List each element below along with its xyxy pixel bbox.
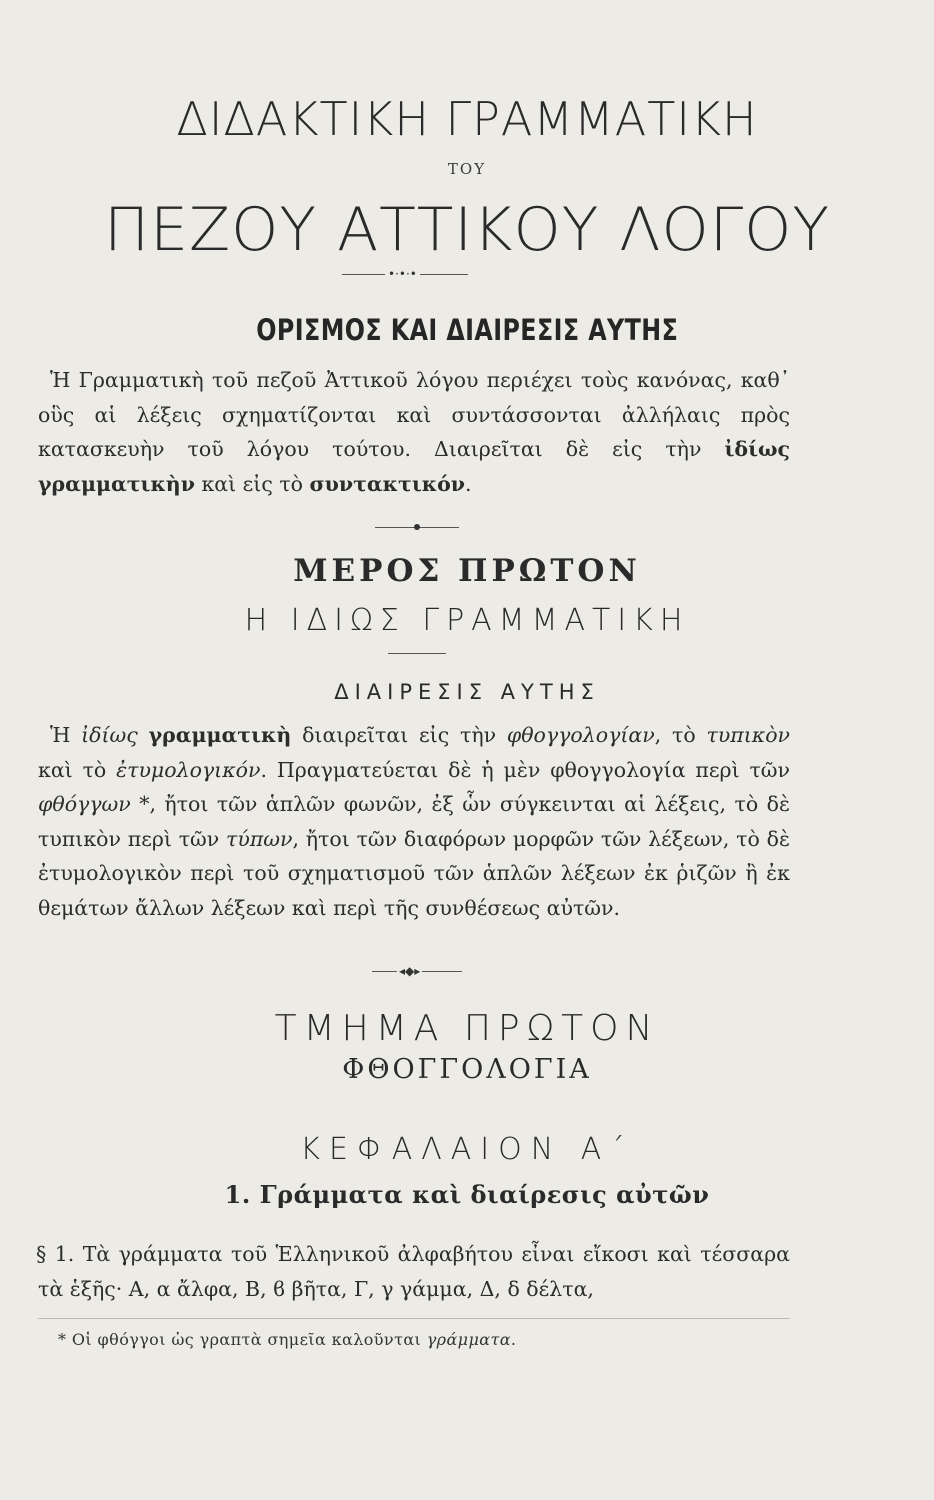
division-italic-5: φθόγγων — [38, 792, 131, 817]
section-subheading-phonology: ΦΘΟΓΓΟΛΟΓΙΑ — [342, 1054, 592, 1085]
divider-dot-2 — [414, 524, 420, 530]
footnote-italic: γράμματα — [426, 1330, 511, 1349]
chapter-heading: ΚΕΦΑΛΑΙΟΝ Α´ — [300, 1132, 634, 1167]
section-heading-definition — [0, 313, 934, 347]
division-italic-1: ἰδίως — [81, 723, 138, 747]
divider-ornament-1: •·•·• — [385, 268, 420, 280]
chapter-subheading: 1. Γράμματα καὶ διαίρεσις αὐτῶν — [224, 1180, 710, 1209]
division-text-2 — [138, 723, 149, 747]
title-line-1: ΔΙΔΑΚΤΙΚΗ ΓΡΑΜΜΑΤΙΚΗ — [176, 92, 758, 146]
division-bold-1: γραμματικὴ — [148, 723, 292, 747]
part-subheading: Η ΙΔΙΩΣ ΓΡΑΜΜΑΤΙΚΗ — [244, 603, 690, 638]
title-line-3: ΠΕΖΟΥ ΑΤΤΙΚΟΥ ΛΟΓΟΥ — [104, 195, 830, 265]
division-text-8: , ἤτοι τῶν διαφόρων μορφῶν τῶν λέξεων, τὸ δὲ ἐτυμολογικὸν περὶ τοῦ σχηματισμοῦ τῶν ἁπλῶν λέξεων ἐκ ῥιζῶν ἢ ἐκ θεμάτων ἄλλων λέξεων καὶ περὶ τῆς συνθέσεως αὐτῶν. — [38, 826, 790, 920]
division-text-1: Ἡ — [50, 723, 82, 747]
division-text-3: διαιρεῖται εἰς τὴν — [291, 723, 507, 747]
division-italic-4: ἐτυμολογικόν — [116, 757, 261, 782]
footnote-end: . — [510, 1330, 517, 1349]
division-text-5: καὶ τὸ — [38, 757, 117, 782]
definition-text-c: . — [465, 471, 472, 496]
footnote-text: * Οἱ φθόγγοι ὡς γραπτὰ σημεῖα καλοῦνται — [58, 1330, 427, 1349]
division-paragraph — [38, 718, 790, 926]
part-heading: ΜΕΡΟΣ ΠΡΩΤΟΝ — [293, 553, 641, 589]
title-line-2: ΤΟΥ — [447, 160, 487, 178]
division-italic-3: τυπικὸν — [706, 723, 791, 747]
division-text-6: . Πραγματεύεται δὲ ἡ μὲν φθογγολογία περὶ τῶν — [260, 757, 790, 782]
definition-text-a: Ἡ Γραμματικὴ τοῦ πεζοῦ Ἀττικοῦ λόγου περιέχει τοὺς κανόνας, καθ᾽ οὓς αἱ λέξεις σχηματίζονται καὶ συντάσσονται ἀλλήλαις πρὸς κατασκευὴν τοῦ λόγου τούτου. Διαιρεῖται δὲ εἰς τὴν — [38, 368, 790, 462]
footnote-rule — [38, 1318, 790, 1319]
divider-rule-part — [388, 653, 446, 654]
section-heading-tmima: ΤΜΗΜΑ ΠΡΩΤΟΝ — [274, 1008, 660, 1049]
division-italic-6: τύπων — [226, 826, 293, 851]
division-heading: ΔΙΑΙΡΕΣΙΣ ΑΥΤΗΣ — [334, 680, 600, 704]
division-text-4: , τὸ — [654, 723, 707, 747]
paragraph-1: § 1. Τὰ γράμματα τοῦ Ἑλληνικοῦ ἀλφαβήτου εἶναι εἴκοσι καὶ τέσσαρα τὰ ἑξῆς· Α, α ἄλφα, Β, ϐ βῆτα, Γ, γ γάμμα, Δ, δ δέλτα, — [36, 1242, 790, 1301]
section-heading-definition-text: ΟΡΙΣΜΟΣ ΚΑΙ ΔΙΑΙΡΕΣΙΣ ΑΥΤΗΣ — [256, 313, 678, 347]
division-text-7: *, ἤτοι τῶν ἁπλῶν φωνῶν, ἐξ ὧν σύγκεινται αἱ λέξεις, τὸ δὲ τυπικὸν περὶ τῶν — [38, 792, 790, 851]
definition-bold-a: ἰδίως γραμματικὴν — [38, 437, 790, 496]
divider-ornament-3: ◂◆▸ — [399, 964, 421, 978]
footnote — [58, 1330, 516, 1349]
definition-text-b: καὶ εἰς τὸ — [194, 471, 310, 496]
definition-paragraph — [38, 363, 790, 501]
definition-bold-b: συντακτικόν — [309, 471, 466, 496]
division-italic-2: φθογγολογίαν — [506, 723, 655, 747]
